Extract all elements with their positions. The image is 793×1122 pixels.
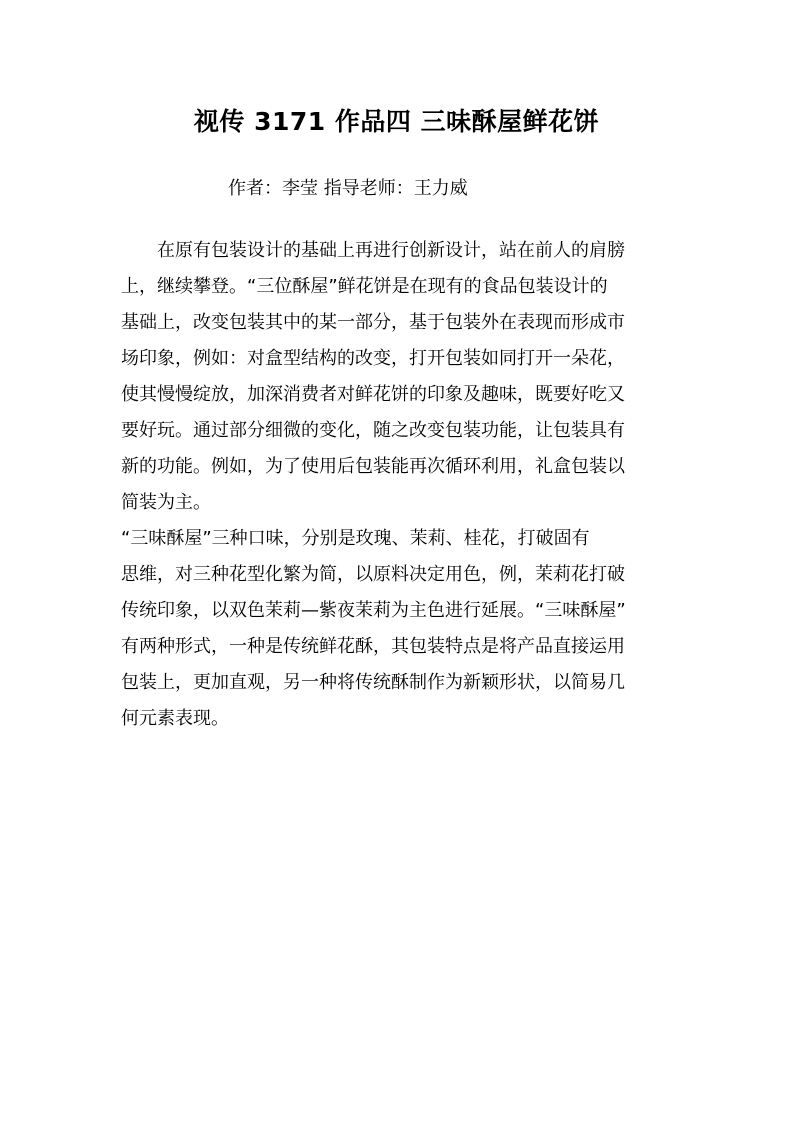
body-line: 有两种形式，一种是传统鲜花酥，其包装特点是将产品直接运用 xyxy=(121,636,625,657)
body-text xyxy=(121,233,681,737)
body-line: 上，继续攀登。“三位酥屋”鲜花饼是在现有的食品包装设计的 xyxy=(121,276,608,297)
body-line: 场印象，例如：对盒型结构的改变，打开包装如同打开一朵花， xyxy=(121,348,625,369)
body-line: 何元素表现。 xyxy=(121,708,229,729)
body-line: “三味酥屋”三种口味，分别是玫瑰、茉莉、桂花，打破固有 xyxy=(121,528,590,549)
body-line: 在原有包装设计的基础上再进行创新设计，站在前人的肩膀 xyxy=(121,240,625,261)
body-line: 包装上，更加直观，另一种将传统酥制作为新颖形状，以简易几 xyxy=(121,672,625,693)
author-byline: 作者：李莹 指导老师：王力威 xyxy=(228,178,468,199)
document-title: 视传 3171 作品四 三味酥屋鲜花饼 xyxy=(193,107,600,136)
body-line: 传统印象，以双色茉莉—紫夜茉莉为主色进行延展。“三味酥屋” xyxy=(121,600,626,621)
body-line: 简装为主。 xyxy=(121,492,211,513)
body-line: 思维，对三种花型化繁为简，以原料决定用色，例，茉莉花打破 xyxy=(121,564,625,585)
body-line: 要好玩。通过部分细微的变化，随之改变包装功能，让包装具有 xyxy=(121,420,625,441)
body-line: 使其慢慢绽放，加深消费者对鲜花饼的印象及趣味，既要好吃又 xyxy=(121,384,625,405)
body-line: 基础上，改变包装其中的某一部分，基于包装外在表现而形成市 xyxy=(121,312,625,333)
body-line: 新的功能。例如，为了使用后包装能再次循环利用，礼盒包装以 xyxy=(121,456,625,477)
